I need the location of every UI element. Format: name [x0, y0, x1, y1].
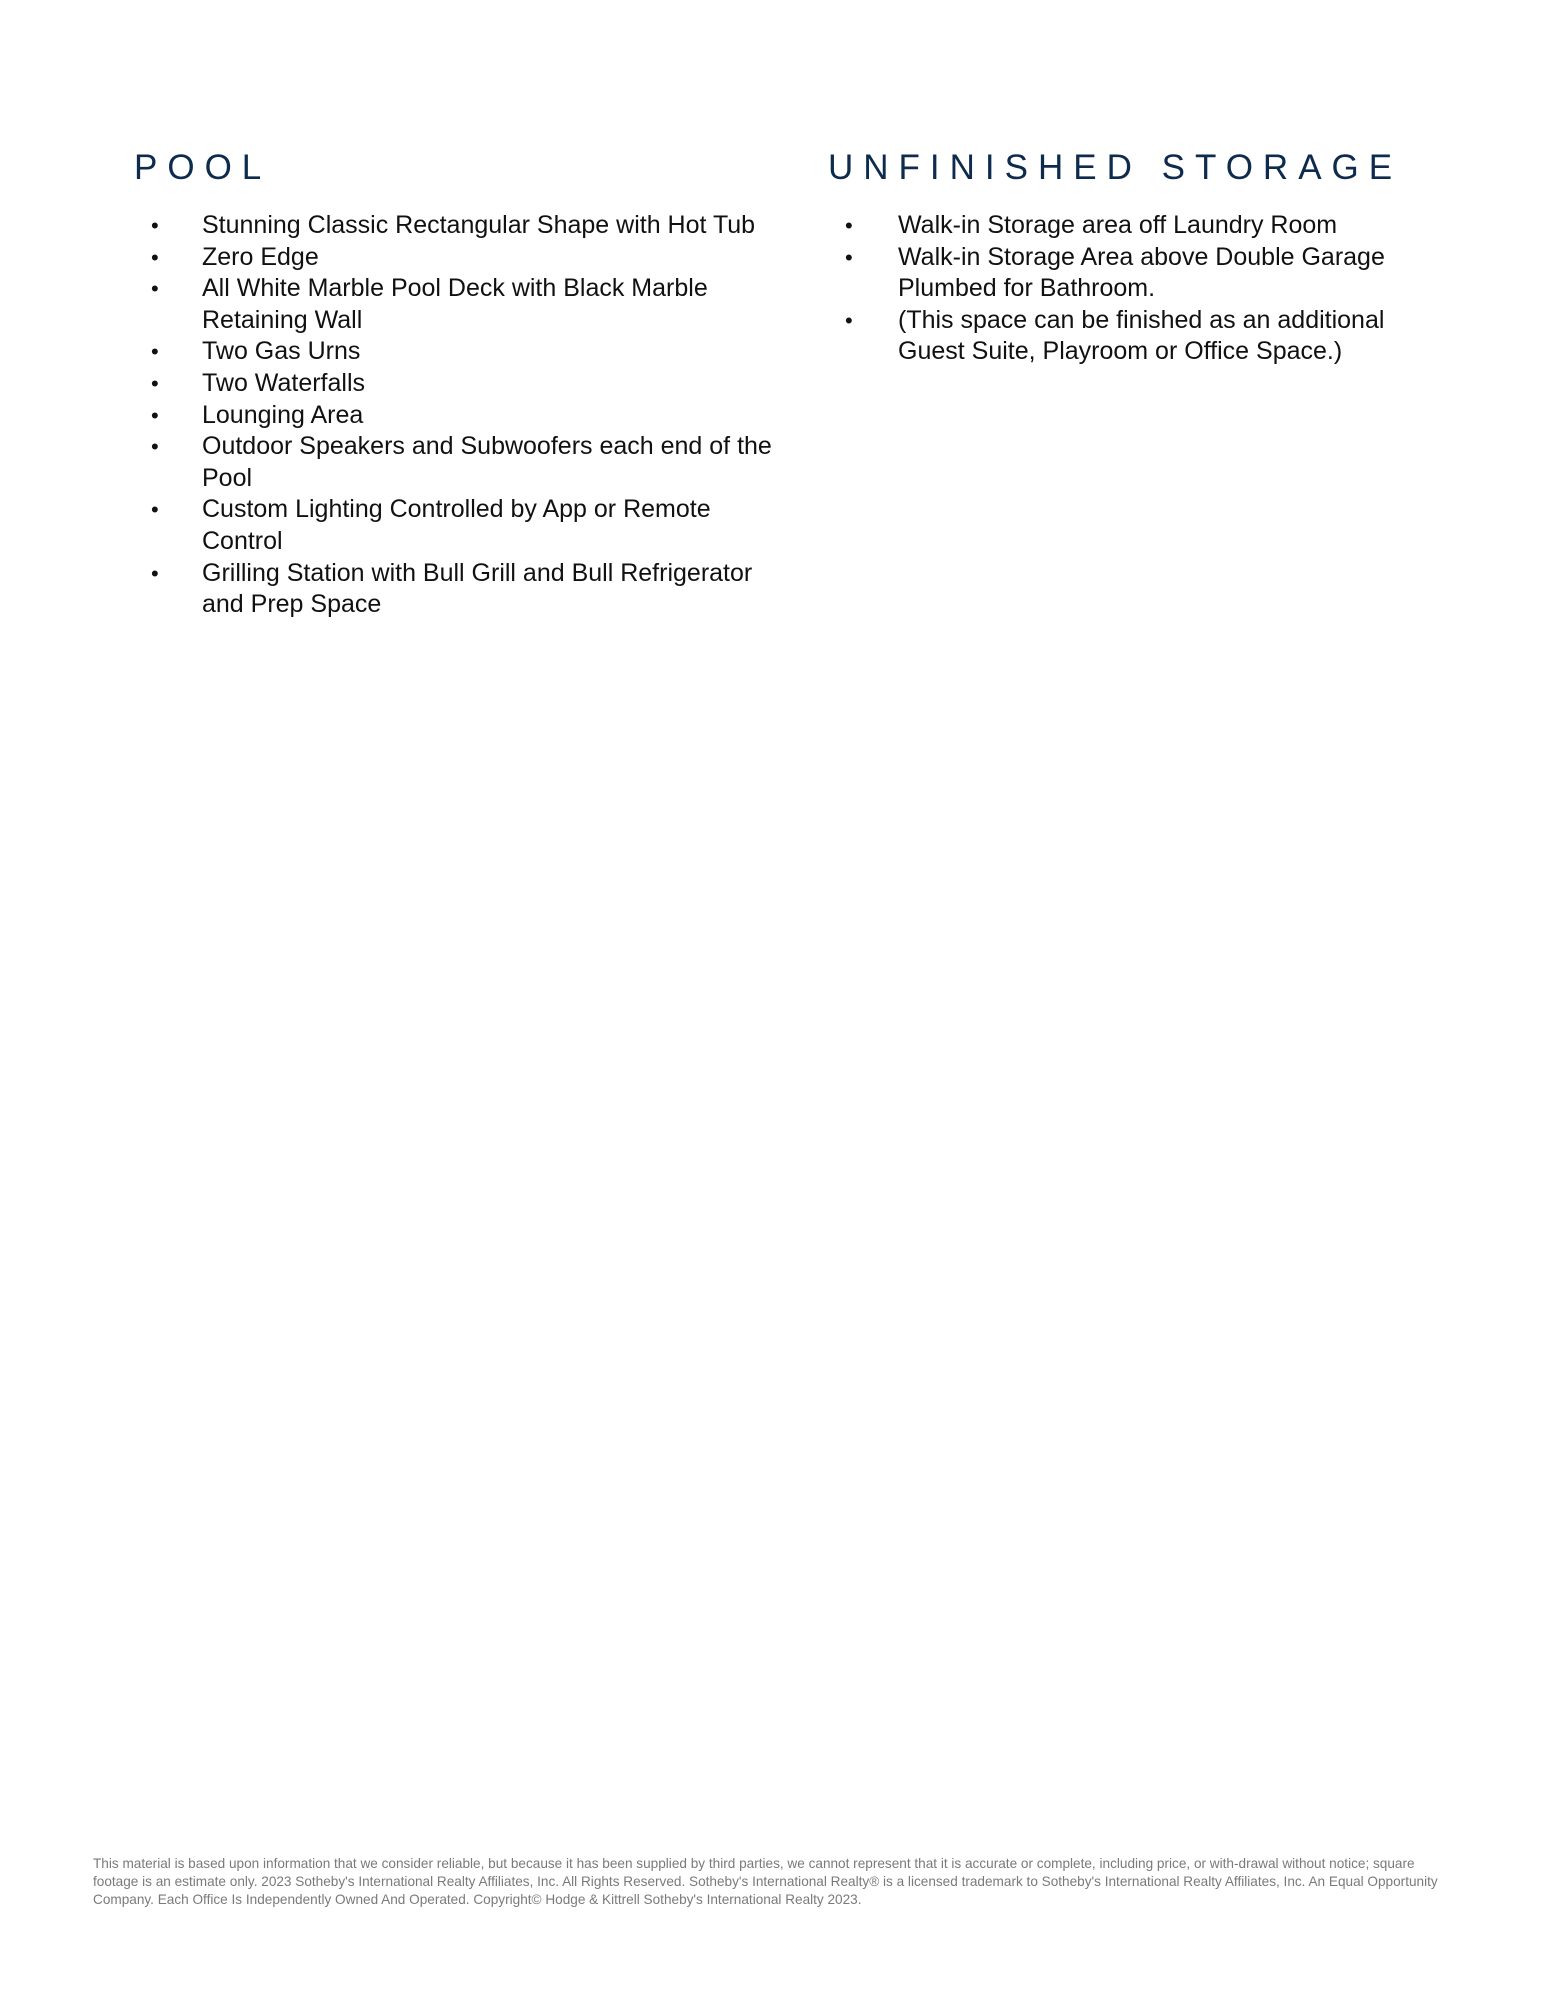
bullet-icon: •	[151, 434, 159, 460]
bullet-icon: •	[845, 244, 853, 270]
bullet-icon: •	[845, 213, 853, 238]
list-item	[134, 336, 774, 368]
pool-section	[134, 146, 774, 621]
list-item	[134, 431, 774, 494]
storage-heading: UNFINISHED STORAGE	[828, 148, 1403, 187]
pool-item-text: Lounging Area	[202, 400, 364, 429]
list-item	[134, 273, 774, 336]
storage-item-text: Walk-in Storage Area above Double Garage Plumbed for Bathroom.	[898, 242, 1385, 303]
bullet-icon: •	[845, 307, 853, 333]
list-item	[134, 494, 774, 557]
list-item	[134, 242, 774, 274]
pool-features-list	[134, 210, 774, 621]
list-item	[828, 242, 1448, 305]
pool-item-text: Zero Edge	[202, 242, 319, 271]
legal-disclaimer	[93, 1855, 1463, 1909]
list-item	[134, 558, 774, 621]
pool-heading: POOL	[134, 148, 272, 187]
bullet-icon: •	[151, 213, 159, 238]
pool-item-text: Outdoor Speakers and Subwoofers each end of the Pool	[202, 432, 772, 492]
disclaimer-text: This material is based upon information that we consider reliable, but because it has been supplied by third parties, we cannot represent that it is accurate or complete, including price, or with-drawal without notice; square footage is an estimate only. 2023 Sotheby's International Realty Affiliates, Inc. All Rights Reserved. Sotheby's International Realty® is a licensed trademark to Sotheby's International Realty Affiliates, Inc. An Equal Opportunity Company. Each Office Is Independently Owned And Operated. Copyright© Hodge & Kittrell Sotheby's International Realty 2023.	[93, 1856, 1438, 1907]
list-item	[134, 400, 774, 432]
storage-item-text: Walk-in Storage area off Laundry Room	[898, 211, 1338, 239]
storage-section	[828, 146, 1448, 368]
bullet-icon: •	[151, 276, 159, 302]
pool-item-text: Stunning Classic Rectangular Shape with Hot Tub	[202, 211, 756, 239]
storage-item-text: (This space can be finished as an additional Guest Suite, Playroom or Office Space.)	[898, 305, 1385, 366]
bullet-icon: •	[151, 339, 159, 365]
pool-item-text: All White Marble Pool Deck with Black Marble Retaining Wall	[202, 274, 708, 334]
list-item	[134, 368, 774, 400]
storage-features-list	[828, 210, 1448, 368]
list-item	[134, 210, 774, 242]
pool-item-text: Two Gas Urns	[202, 337, 361, 366]
list-item	[828, 305, 1448, 368]
bullet-icon: •	[151, 244, 159, 270]
pool-item-text: Grilling Station with Bull Grill and Bull Refrigerator and Prep Space	[202, 558, 753, 619]
pool-item-text: Custom Lighting Controlled by App or Remote Control	[202, 495, 711, 555]
list-item	[828, 210, 1448, 242]
bullet-icon: •	[151, 560, 159, 586]
bullet-icon: •	[151, 497, 159, 523]
pool-item-text: Two Waterfalls	[202, 368, 366, 397]
bullet-icon: •	[151, 370, 159, 396]
bullet-icon: •	[151, 402, 159, 428]
